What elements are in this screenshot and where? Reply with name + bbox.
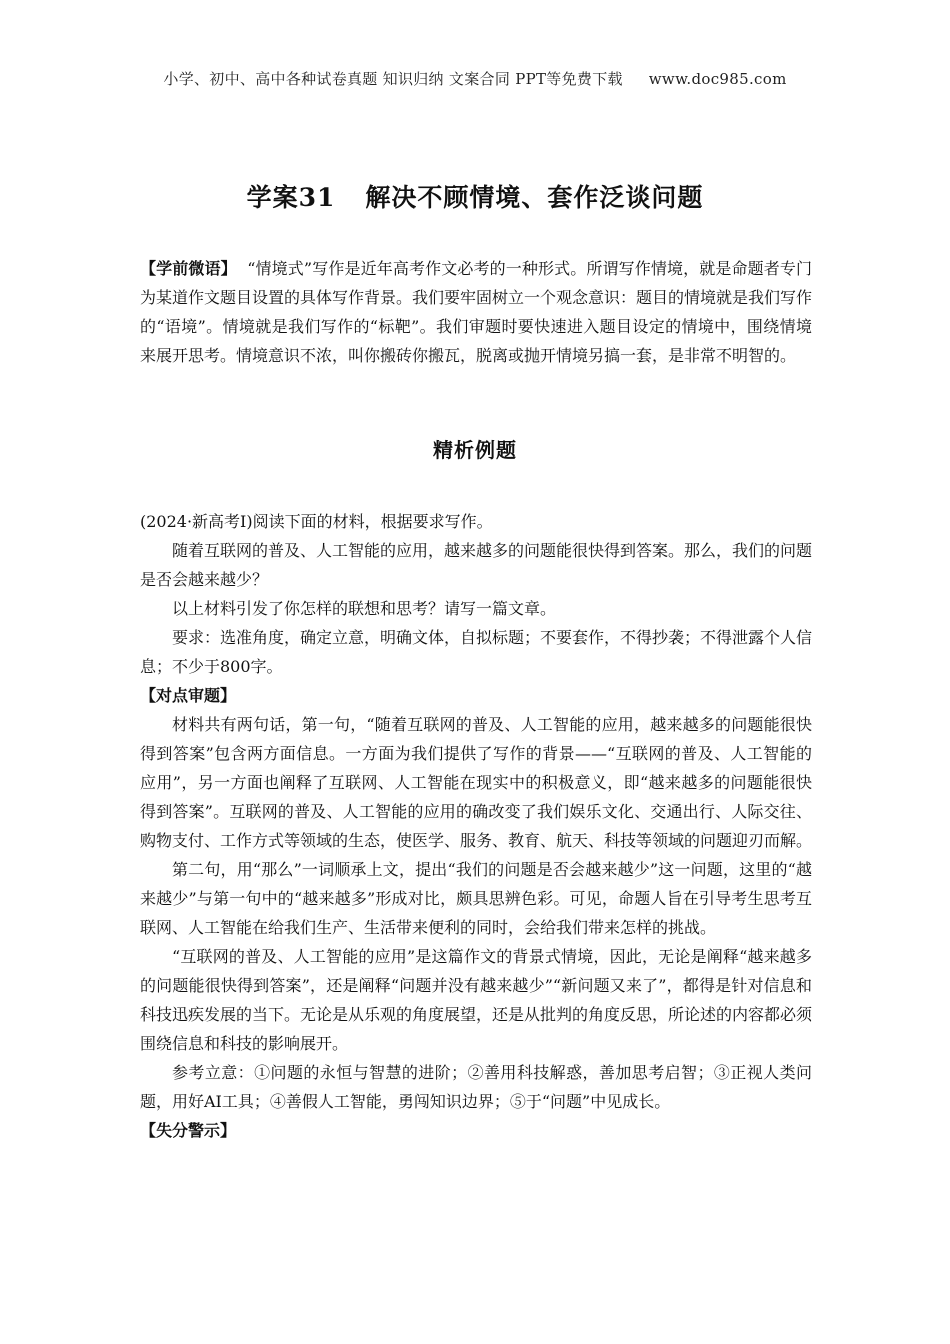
section-title: 精析例题 <box>433 438 517 462</box>
prompt-text: 以上材料引发了你怎样的联想和思考？请写一篇文章。 <box>172 599 557 618</box>
page-title <box>0 178 950 214</box>
question-source: (2024·新高考Ⅰ)阅读下面的材料，根据要求写作。 <box>140 512 493 531</box>
page-header <box>0 68 950 89</box>
title-subject: 解决不顾情境、套作泛谈问题 <box>365 183 704 212</box>
material-text: 随着互联网的普及、人工智能的应用，越来越多的问题能很快得到答案。那么，我们的问题是否会越来越少？ <box>140 541 813 589</box>
preface-text: “情境式”写作是近年高考作文必考的一种形式。所谓写作情境，就是命题者专门为某道作文题目设置的具体写作背景。我们要牢固树立一个观念意识：题目的情境就是我们写作的“语境”。情境就是我们写作的“标靶”。我们审题时要快速进入题目设定的情境中，围绕情境来展开思考。情境意识不浓，叫你搬砖你搬瓦，脱离或抛开情境另搞一套，是非常不明智的。 <box>140 259 813 365</box>
analysis-paragraph-3: “互联网的普及、人工智能的应用”是这篇作文的背景式情境，因此，无论是阐释“越来越多的问题能很快得到答案”，还是阐释“问题并没有越来越少”“新问题又来了”，都得是针对信息和科技迅疾发展的当下。无论是从乐观的角度展望，还是从批判的角度反思，所论述的内容都必须围绕信息和科技的影响展开。 <box>140 947 813 1053</box>
example-body <box>140 507 812 1145</box>
reference-themes: 参考立意：①问题的永恒与智慧的进阶；②善用科技解惑，善加思考启智；③正视人类问题，用好AI工具；④善假人工智能，勇闯知识边界；⑤于“问题”中见成长。 <box>140 1063 812 1111</box>
title-number: 学案31 <box>246 183 336 212</box>
header-text: 小学、初中、高中各种试卷真题 知识归纳 文案合同 PPT等免费下载 <box>163 70 623 88</box>
analysis-paragraph-2: 第二句，用“那么”一词顺承上文，提出“我们的问题是否会越来越少”这一问题，这里的“越来越少”与第一句中的“越来越多”形成对比，颇具思辨色彩。可见，命题人旨在引导考生思考互联网、人工智能在给我们生产、生活带来便利的同时，会给我们带来怎样的挑战。 <box>140 860 812 937</box>
header-url[interactable]: www.doc985.com <box>648 70 787 88</box>
analysis-paragraph-1: 材料共有两句话，第一句，“随着互联网的普及、人工智能的应用，越来越多的问题能很快得到答案”包含两方面信息。一方面为我们提供了写作的背景——“互联网的普及、人工智能的应用”，另一方面也阐释了互联网、人工智能在现实中的积极意义，即“越来越多的问题能很快得到答案”。互联网的普及、人工智能的应用的确改变了我们娱乐文化、交通出行、人际交往、购物支付、工作方式等领域的生态，使医学、服务、教育、航天、科技等领域的问题迎刃而解。 <box>140 715 813 850</box>
warning-heading: 【失分警示】 <box>140 1121 237 1140</box>
requirement-text: 要求：选准角度，确定立意，明确文体，自拟标题；不要套作，不得抄袭；不得泄露个人信息；不少于800字。 <box>140 628 813 676</box>
preface-tag: 【学前微语】 <box>140 259 237 278</box>
preface-paragraph <box>140 254 812 370</box>
analysis-heading: 【对点审题】 <box>140 686 237 705</box>
